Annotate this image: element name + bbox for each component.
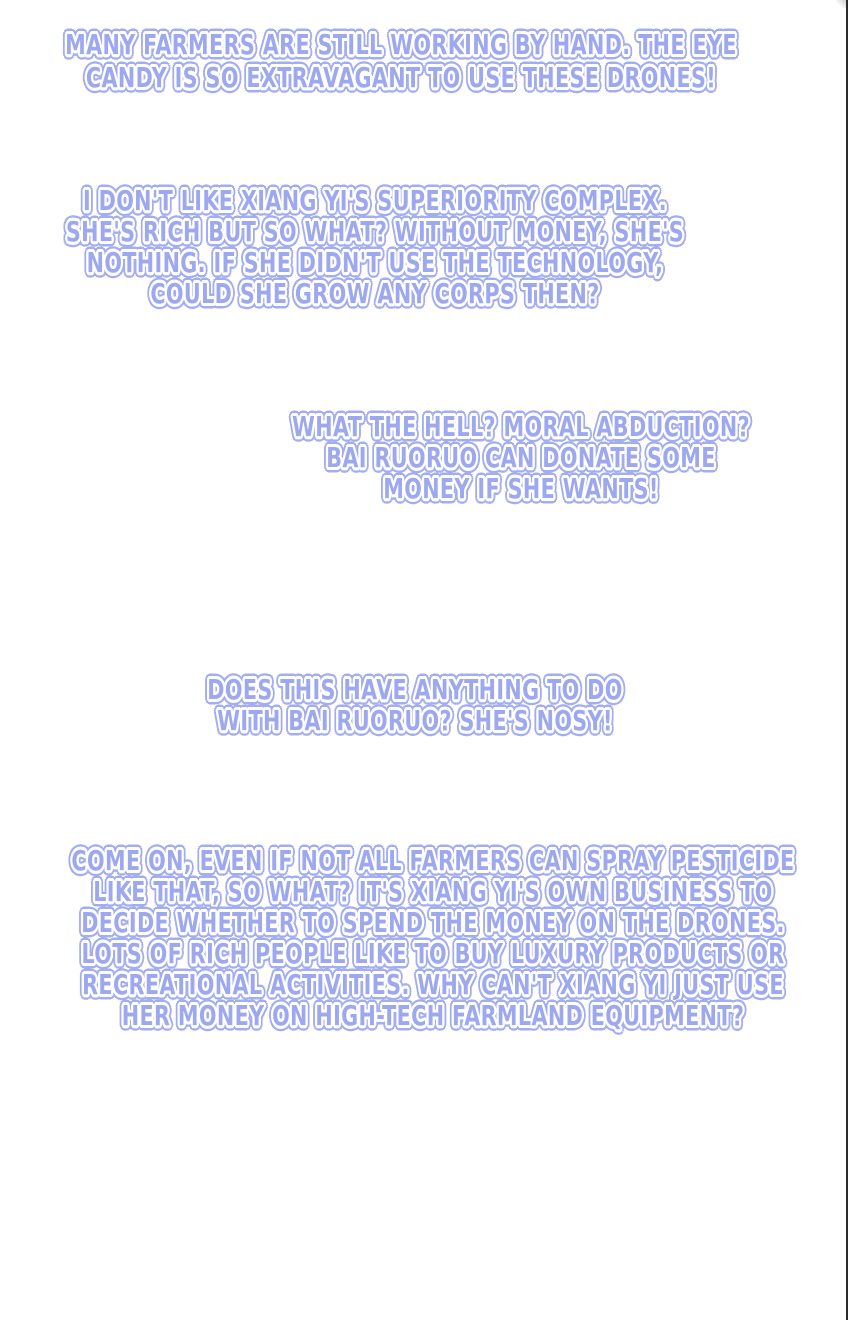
comment-bubble-1 xyxy=(65,28,737,94)
page-right-border-line xyxy=(846,0,848,1320)
speech-line: SHE'S RICH BUT SO WHAT? WITHOUT MONEY, SHE'S xyxy=(65,215,685,248)
comment-bubble-5 xyxy=(71,845,794,1031)
speech-line: NOTHING. IF SHE DIDN'T USE THE TECHNOLOGY, xyxy=(86,246,664,279)
speech-line: I DON'T LIKE XIANG YI'S SUPERIORITY COMPLEX. xyxy=(82,184,668,217)
speech-line: COME ON, EVEN IF NOT ALL FARMERS CAN SPRAY PESTICIDE xyxy=(71,844,795,877)
speech-line: RECREATIONAL ACTIVITIES. WHY CAN'T XIANG YI JUST USE xyxy=(82,968,784,1001)
speech-line: MONEY IF SHE WANTS! xyxy=(383,472,659,505)
speech-line: COULD SHE GROW ANY CORPS THEN? xyxy=(150,277,600,310)
speech-line: BAI RUORUO CAN DONATE SOME xyxy=(326,441,716,474)
comment-bubble-4 xyxy=(207,674,622,736)
speech-line: LIKE THAT, SO WHAT? IT'S XIANG YI'S OWN BUSINESS TO xyxy=(93,875,773,908)
speech-line: MANY FARMERS ARE STILL WORKING BY HAND. THE EYE xyxy=(65,28,737,61)
speech-line: WITH BAI RUORUO? SHE'S NOSY! xyxy=(217,704,613,737)
comment-bubble-2 xyxy=(66,185,684,309)
comment-bubble-3 xyxy=(292,411,750,504)
speech-line: DOES THIS HAVE ANYTHING TO DO xyxy=(207,673,623,706)
speech-line: WHAT THE HELL? MORAL ABDUCTION? xyxy=(292,410,750,443)
speech-line: DECIDE WHETHER TO SPEND THE MONEY ON THE DRONES. xyxy=(81,906,785,939)
speech-line: CANDY IS SO EXTRAVAGANT TO USE THESE DRONES! xyxy=(85,61,717,94)
speech-line: LOTS OF RICH PEOPLE LIKE TO BUY LUXURY PRODUCTS OR xyxy=(81,937,785,970)
speech-line: HER MONEY ON HIGH-TECH FARMLAND EQUIPMENT? xyxy=(121,999,745,1032)
